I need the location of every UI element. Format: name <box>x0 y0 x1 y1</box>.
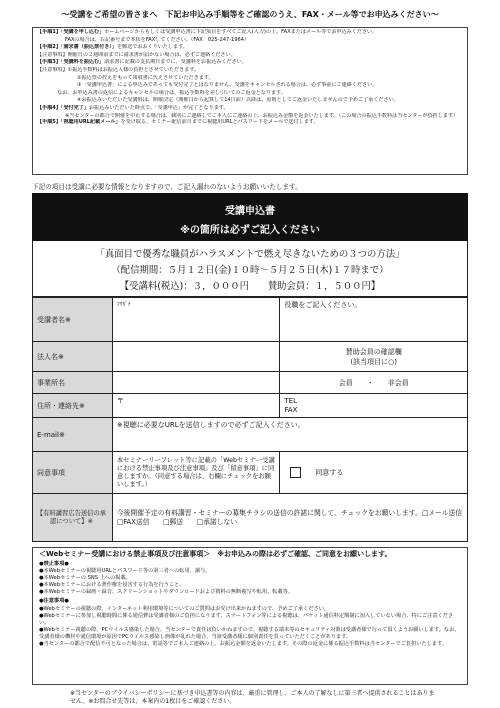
step-row: 【手順4】「受付完了」お振込みいただいた時点で、「受講申込」が完了となります。 <box>37 104 229 111</box>
notice-heading: ＜Webセミナー受講における禁止事項及び注意事項＞ ※お申込みの際は必ずご確認、ご同意をお願いします。 <box>39 550 392 558</box>
step-row: ※当センターの都合で開催を中止する場合は、個別にご連絡してご本人にご連絡の上、お振込み金額を返金いたします。（この場合の振込手数料は当センターが負担します） <box>65 112 459 119</box>
list-item: ●Webセミナーに参加し視聴時間に係る通信費は受講者様のご負担になります。スマートフォン等による視聴は、パケット通信料定額制に加入していない場合、特にご注意ください。 <box>39 612 454 626</box>
email-label: E-mail※ <box>33 418 113 452</box>
agree-label: 同意事項 <box>33 452 113 494</box>
ad-row <box>33 494 468 542</box>
form-subtitle: ※の箇所は必ずご記入ください <box>180 225 320 236</box>
list-item: ●本Webセミナーの録画・録音、スクリーンショットやダウンロードおよび資料の無断複写や転用、転載等。 <box>39 589 294 596</box>
ad-label: 【有料講習広告送信の承認について】※ <box>33 494 113 542</box>
step-row: 【手順1】「受講を申し込む」ホームページからもしくは受講申込書に下記項目をすべてご記入(入力)の上、FAXまたはメール等でお申込みください。 <box>37 29 378 35</box>
step-row: 【注意事項】開催日の２週間前までに請求書が届かない場合は、必ずご連絡ください。 <box>37 51 236 58</box>
corp-field[interactable] <box>112 342 280 372</box>
intro-text: 下記の項目は受講に必要な情報となりますので、ご記入漏れのないようお願いいたします。 <box>32 183 302 191</box>
seminar-info <box>32 241 468 297</box>
seminar-title: 「真面目で優秀な職員がハラスメントで燃え尽きないための３つの方法」 <box>95 249 405 260</box>
list-item: ●Webセミナー視聴の際、PCウイルス感染した場合、当センターで責任は負いかねますので、視聴する端末等のセキュリティ対策は受講者様で行って頂くようお願いします。なお、受講者様の機材や通信環境が原因でPCウイルス感染し画像が乱れた場合、当該受講者様に個別責任を負っていただくことがあります。 <box>39 626 460 640</box>
step-row: 【注意事項】①振込手数料はお振込人様の負担とさせていただきます。 <box>37 66 200 73</box>
postal-mark: 〒 <box>116 397 124 405</box>
address-row <box>33 394 468 418</box>
step-row: なお、お申込み書の返信によるキャンセルの場合は、振込手数料を差し引いてのご返金となります。 <box>57 89 286 96</box>
application-form <box>32 297 476 542</box>
email-field[interactable] <box>112 418 467 452</box>
member-check-label: 賛助会員の確認欄 <box>345 347 402 356</box>
nonmember-option[interactable]: 非会員 <box>387 378 409 387</box>
list-item: ●本Webセミナーの視聴用URLとパスワード等の第三者への転用、譲与。 <box>39 568 211 575</box>
member-choice[interactable] <box>280 372 468 394</box>
fax-label: FAX <box>284 405 298 414</box>
contact-field[interactable] <box>280 394 468 418</box>
step-row: 【手順2】「請求書（振込票付き）」を郵送でおおくりいたします。 <box>37 44 188 51</box>
member-check-cell <box>280 342 468 372</box>
step-row: FAXの場合は、右記番号まで本状をFAXしてください。（FAX 025-247-1964） <box>65 36 250 43</box>
agree-text: 本セミナーリーフレット等に記載の「Webセミナー受講における禁止事項及び注意事項」及び「留意事項」に同意しますか。（同意する場合は、右欄にチェックをお願いします。） <box>112 452 280 494</box>
list-item: ●本Webセミナーにおける著作権を侵害する行為を行うこと。 <box>39 582 185 589</box>
form-title: 受講申込書 <box>225 206 275 217</box>
page-header: ～受講をご希望の皆さまへ 下記お申込み手順等をご確認のうえ、FAX・メール等でお申込みください～ <box>61 10 439 19</box>
list-item: ●Webセミナーの視聴の際、インターネット利用環境等についてのご質問はお受け出来かねますので、予めご了承ください。 <box>39 605 330 612</box>
office-field[interactable] <box>112 372 280 394</box>
seminar-period: （配信期間：５月１２日(金)１０時～５月２５日(木)１７時まで） <box>111 265 389 276</box>
name-field[interactable] <box>112 298 280 342</box>
tel-label: TEL <box>284 396 298 405</box>
office-row <box>33 372 468 394</box>
list-item: ●本Webセミナーの SNS 上への掲載。 <box>39 575 131 582</box>
furigana-label: ﾌﾘｶﾞﾅ <box>116 302 131 308</box>
footer-note: ※当センターのプライバシーポリシーに基づき申込書等の内容は、厳重に管理し、ご本人の了解なしに第三者へ提供されることはありません。※お問合せ先等は、本案内の1枚目をご確認ください。 <box>70 690 435 705</box>
prohibited-heading: ●禁止事項● <box>39 561 69 567</box>
list-item: ●当センターの都合で配信不可となった場合は、電話等でご本人ご連絡の上、お振込金額を返金いたします。その際の返金に係る振込手数料は当センターでご負担いたします。 <box>39 641 447 648</box>
application-steps <box>32 27 468 175</box>
agree-checkbox[interactable] <box>290 467 301 478</box>
email-note: ※視聴に必要なURLを送信しますので必ずご記入ください。 <box>116 421 305 429</box>
name-row <box>33 298 468 342</box>
corp-row <box>33 342 468 372</box>
corp-label: 法人名※ <box>33 342 113 372</box>
agree-row <box>33 452 468 494</box>
step-row: ④お振込みいただいた受講料は、開催決定（開催日から起算して14日前）以降は、原則としてご返金いたしませんので予めご了承ください。 <box>77 97 399 104</box>
member-separator: ・ <box>366 378 374 387</box>
address-label: 住所・連絡先※ <box>33 394 113 418</box>
seminar-fee: 【受講料(税込)：３，０００円 賛助会員：１，５００円】 <box>119 281 381 292</box>
agree-check-cell <box>280 452 468 494</box>
role-field[interactable] <box>280 298 468 342</box>
notice-box <box>32 547 468 685</box>
step-row: 【手順3】「受講料を振込む」請求書に記載の支払期日までに、受講料をお振込みください。 <box>37 59 247 66</box>
form-title-box <box>32 193 468 241</box>
address-field[interactable] <box>112 394 280 418</box>
member-check-note: (該当項目に○) <box>350 357 397 366</box>
office-label: 事業所名 <box>33 372 113 394</box>
step-row: 【手順5】「視聴用URL記載メール」を受け取る。セミナー配信前日までに視聴用URLとパスワードをメールで送付します。 <box>37 119 319 126</box>
member-option[interactable]: 会員 <box>338 378 353 387</box>
agree-check-label: 同意する <box>315 468 344 477</box>
ad-options[interactable]: 今後開催予定の有料講習・セミナーの募集チラシの送信の許諾に関して、チェックをお願いします。□メール送信 □FAX送信 □郵送 □承諾しない <box>112 494 467 542</box>
role-label: 役職をご記入ください。 <box>284 301 362 309</box>
step-row: ②振込票の控えをもって領収書に代えさせていただきます。 <box>77 74 214 81</box>
step-row: ③「受講申込書」による申込みであっても受付完了とはなりません。受講をキャンセルされる場合は、必ず事前にご連絡ください。 <box>77 82 378 89</box>
name-label: 受講者名※ <box>33 298 113 342</box>
caution-heading: ●注意事項● <box>39 598 69 605</box>
email-row <box>33 418 468 452</box>
